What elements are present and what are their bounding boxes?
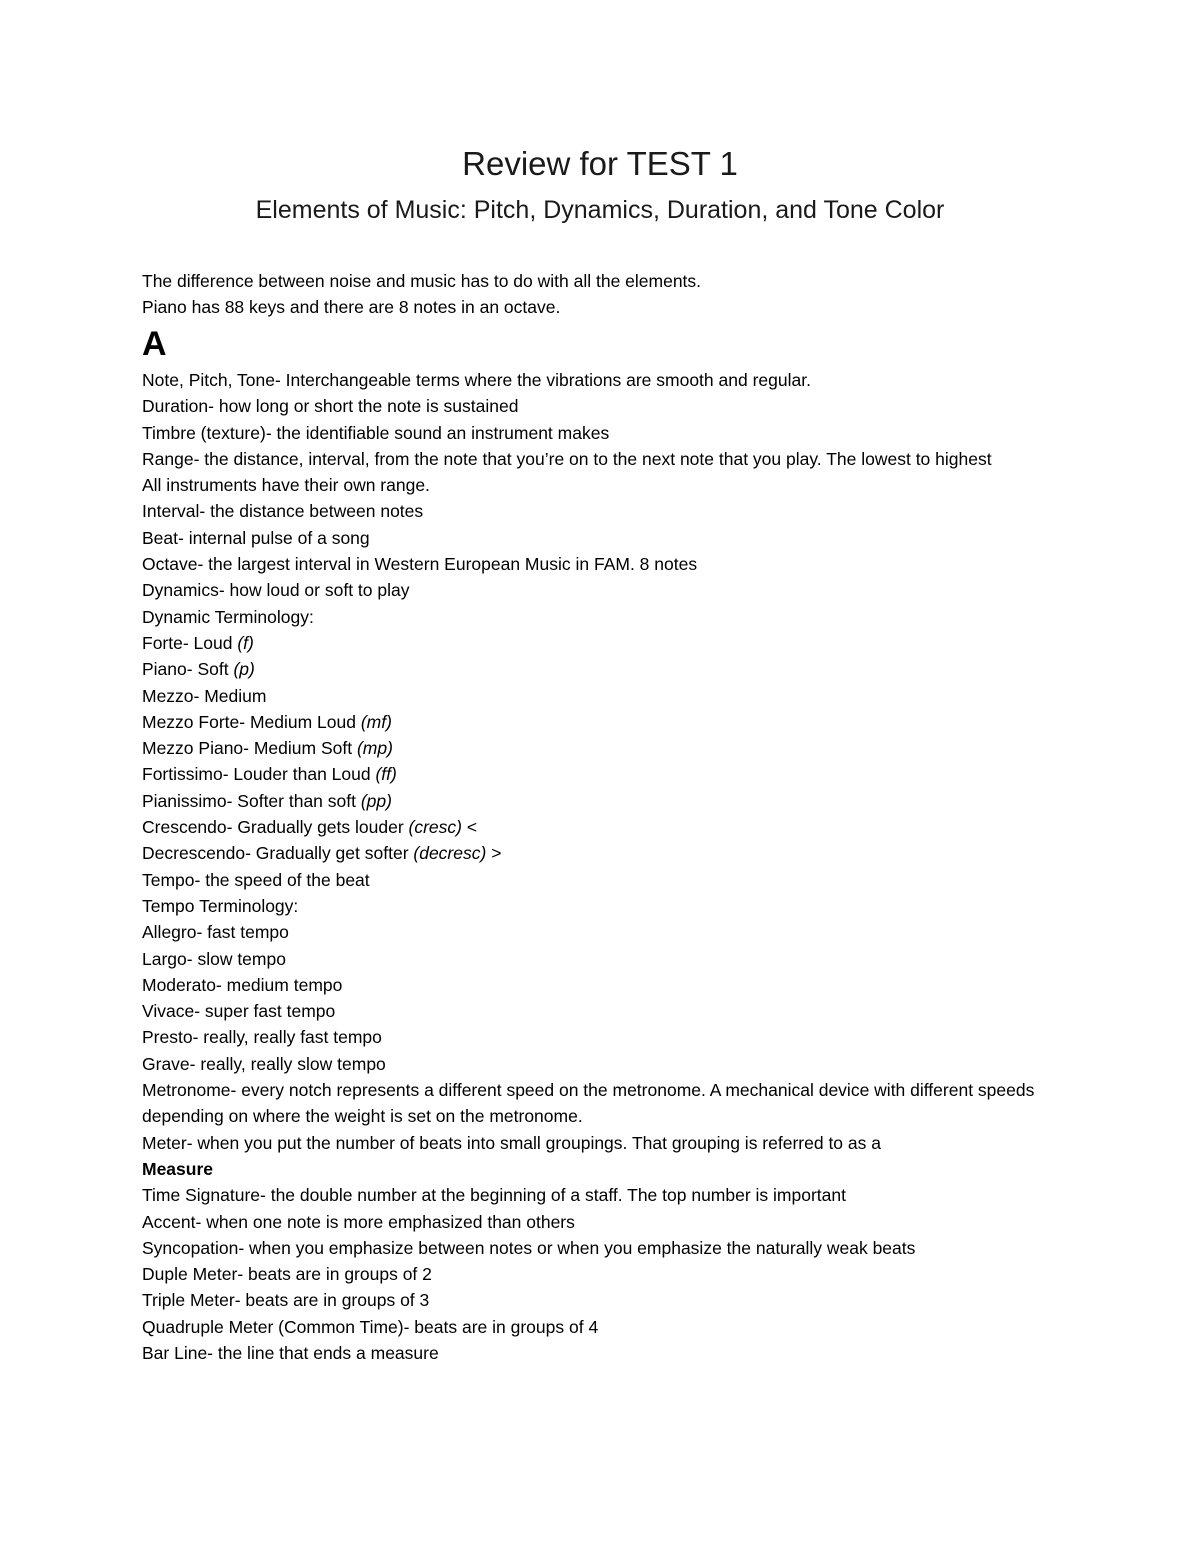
term-accent: Accent- when one note is more emphasized than others: [142, 1211, 575, 1232]
dynamic-abbreviation: (mf): [360, 711, 392, 732]
term-octave: Octave- the largest interval in Western European Music in FAM. 8 notes: [142, 554, 698, 575]
section-letter-heading: A: [142, 325, 167, 363]
term-mezzo-piano: [142, 735, 1082, 761]
term-allegro: Allegro- fast tempo: [142, 922, 289, 943]
term-mezzo: Mezzo- Medium: [142, 685, 267, 706]
term-pianissimo: [142, 788, 1082, 814]
term-time-signature: Time Signature- the double number at the beginning of a staff. The top number is important: [142, 1185, 846, 1206]
term-interval: Interval- the distance between notes: [142, 501, 424, 522]
term-text: Forte- Loud: [142, 632, 238, 653]
term-text: Mezzo Forte- Medium Loud: [142, 711, 361, 732]
term-text: Fortissimo- Louder than Loud: [142, 764, 376, 785]
dynamic-abbreviation: (cresc): [408, 817, 462, 838]
term-timbre: Timbre (texture)- the identifiable sound an instrument makes: [142, 422, 610, 443]
document-title: Review for TEST 1: [462, 145, 738, 182]
term-fortissimo: [142, 761, 1082, 787]
term-duration: Duration- how long or short the note is sustained: [142, 396, 519, 417]
term-forte: [142, 630, 1082, 656]
term-largo: Largo- slow tempo: [142, 948, 286, 969]
term-triple-meter: Triple Meter- beats are in groups of 3: [142, 1290, 430, 1311]
intro-line: The difference between noise and music has to do with all the elements.: [142, 271, 702, 291]
term-range: Range- the distance, interval, from the note that you’re on to the next note that you play. The lowest to highest: [142, 448, 992, 469]
crescendo-symbol: <: [462, 817, 478, 838]
term-syncopation: Syncopation- when you emphasize between notes or when you emphasize the naturally weak beats: [142, 1237, 916, 1258]
dynamic-abbreviation: (mp): [356, 738, 393, 759]
dynamic-abbreviation: (p): [233, 659, 255, 680]
term-piano: [142, 656, 1082, 682]
term-meter: Meter- when you put the number of beats into small groupings. That grouping is referred to as a: [142, 1132, 881, 1153]
dynamic-abbreviation: (decresc): [413, 843, 487, 864]
term-mezzo-forte: [142, 709, 1082, 735]
term-metronome: Metronome- every notch represents a different speed on the metronome. A mechanical device with different speeds depending on where the weight is set on the metronome.: [142, 1080, 1035, 1127]
intro-line: Piano has 88 keys and there are 8 notes in an octave.: [142, 297, 561, 318]
term-moderato: Moderato- medium tempo: [142, 974, 343, 995]
term-note-pitch-tone: Note, Pitch, Tone- Interchangeable terms where the vibrations are smooth and regular.: [142, 370, 811, 390]
term-text: Pianissimo- Softer than soft: [142, 790, 361, 811]
term-vivace: Vivace- super fast tempo: [142, 1001, 336, 1022]
term-beat: Beat- internal pulse of a song: [142, 527, 370, 548]
term-tempo: Tempo- the speed of the beat: [142, 869, 370, 890]
document-subtitle: Elements of Music: Pitch, Dynamics, Duration, and Tone Color: [255, 196, 945, 224]
term-presto: Presto- really, really fast tempo: [142, 1027, 382, 1048]
dynamic-abbreviation: (pp): [360, 790, 392, 811]
intro-paragraph: [142, 268, 1102, 321]
term-duple-meter: Duple Meter- beats are in groups of 2: [142, 1264, 432, 1285]
tempo-terminology-heading: Tempo Terminology:: [142, 895, 299, 916]
term-bar-line: Bar Line- the line that ends a measure: [142, 1342, 439, 1363]
decrescendo-symbol: >: [486, 843, 502, 864]
term-text: Decrescendo- Gradually get softer: [142, 843, 414, 864]
term-decrescendo: [142, 840, 1082, 866]
terms-list: [142, 367, 1082, 1366]
term-crescendo: [142, 814, 1082, 840]
dynamic-abbreviation: (f): [237, 632, 254, 653]
term-text: Piano- Soft: [142, 659, 234, 680]
term-quadruple-meter: Quadruple Meter (Common Time)- beats are in groups of 4: [142, 1316, 599, 1337]
term-measure: Measure: [142, 1158, 214, 1179]
term-text: Crescendo- Gradually gets louder: [142, 817, 409, 838]
dynamic-abbreviation: (ff): [375, 764, 397, 785]
term-all-instruments: All instruments have their own range.: [142, 475, 430, 496]
term-dynamics: Dynamics- how loud or soft to play: [142, 580, 410, 601]
dynamic-terminology-heading: Dynamic Terminology:: [142, 606, 314, 627]
term-grave: Grave- really, really slow tempo: [142, 1053, 386, 1074]
term-text: Mezzo Piano- Medium Soft: [142, 738, 357, 759]
